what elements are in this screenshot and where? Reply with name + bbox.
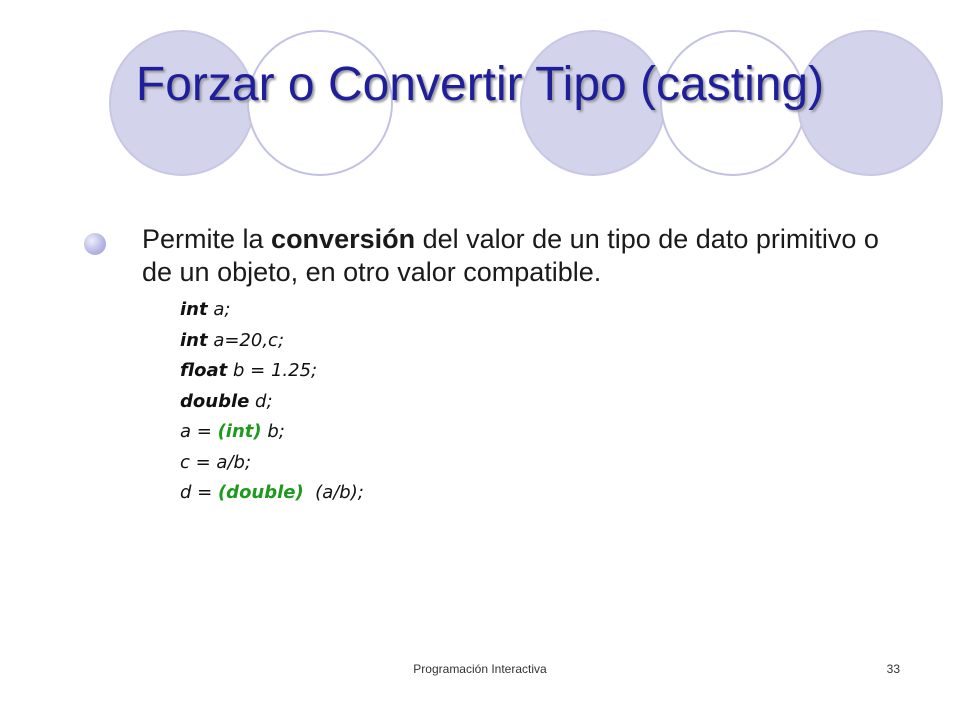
code-text: d;	[249, 390, 273, 412]
code-cast: (int)	[217, 421, 262, 442]
code-text: a=20,c;	[207, 329, 285, 351]
slide-title: Forzar o Convertir Tipo (casting)	[135, 58, 825, 111]
footer-course-title: Programación Interactiva	[413, 662, 547, 676]
code-text: a;	[207, 299, 231, 320]
code-keyword: int	[180, 299, 208, 320]
bullet-icon	[84, 233, 106, 255]
code-line	[180, 417, 364, 448]
code-text: c = a/b;	[180, 451, 252, 473]
code-text: a =	[180, 421, 218, 442]
code-line	[180, 448, 364, 479]
code-line	[180, 356, 364, 387]
code-text: b = 1.25;	[227, 360, 318, 381]
code-text: (a/b);	[303, 482, 364, 503]
code-keyword: int	[180, 329, 208, 351]
footer-page-number: 33	[886, 662, 900, 676]
bullet-text-bold: conversión	[271, 224, 416, 254]
bullet-text-before: Permite la	[142, 224, 272, 254]
code-line	[180, 478, 364, 509]
code-block	[180, 295, 364, 509]
code-text: b;	[261, 421, 285, 442]
code-line	[180, 387, 364, 418]
code-cast: (double)	[217, 482, 304, 503]
bullet-text	[142, 223, 902, 289]
code-line	[180, 295, 364, 326]
code-text: d =	[180, 482, 218, 503]
code-keyword: double	[180, 390, 250, 412]
code-line	[180, 326, 364, 357]
code-keyword: float	[180, 360, 228, 381]
bullet-text-after: del valor de un tipo de dato primitivo o de un objeto, en otro valor compatible.	[142, 224, 879, 287]
